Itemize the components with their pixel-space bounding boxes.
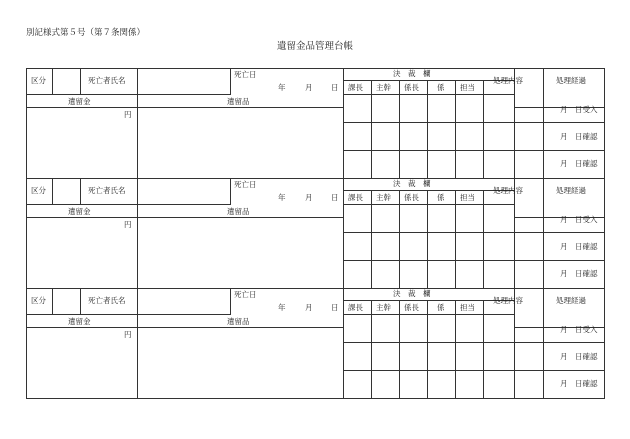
grid-line (343, 150, 605, 151)
grid-line (343, 300, 515, 301)
confirmed-step-1: 月 日確認 (560, 352, 598, 361)
day-label: 日 (331, 193, 339, 202)
day-label: 日 (331, 83, 339, 92)
grid-line (137, 68, 138, 179)
grid-line (343, 260, 605, 261)
left-items-label: 遺留品 (227, 207, 250, 216)
grid-line (137, 288, 138, 399)
grid-line (52, 178, 53, 205)
process-content-label: 処理内容 (493, 76, 523, 85)
process-history-label: 処理経過 (556, 186, 586, 195)
section-chief-label: 課長 (348, 303, 363, 312)
grid-line (26, 178, 27, 289)
page-title: 遺留金品管理台帳 (276, 41, 353, 52)
left-money-label: 遺留金 (68, 97, 91, 106)
grid-line (427, 80, 428, 179)
received-step: 月 日受入 (560, 105, 598, 114)
section-chief-label: 課長 (348, 193, 363, 202)
grid-line (455, 80, 456, 179)
subsection-chief-label: 係長 (404, 83, 419, 92)
grid-line (371, 80, 372, 179)
death-date-label: 死亡日 (234, 70, 257, 79)
approval-column-label: 決 裁 欄 (393, 69, 431, 78)
received-step: 月 日受入 (560, 215, 598, 224)
grid-line (543, 178, 544, 289)
deceased-name-label: 死亡者氏名 (88, 296, 126, 305)
month-label: 月 (305, 303, 313, 312)
kubun-label: 区分 (31, 296, 46, 305)
grid-line (26, 178, 605, 179)
grid-line (343, 190, 515, 191)
month-label: 月 (305, 83, 313, 92)
grid-line (343, 314, 515, 315)
confirmed-step-1: 月 日確認 (560, 242, 598, 251)
confirmed-step-2: 月 日確認 (560, 269, 598, 278)
confirmed-step-1: 月 日確認 (560, 132, 598, 141)
grid-line (26, 217, 344, 218)
subsection-chief-label: 係長 (404, 303, 419, 312)
yen-label: 円 (124, 110, 132, 119)
grid-line (52, 288, 53, 315)
death-date-label: 死亡日 (234, 290, 257, 299)
grid-line (343, 370, 605, 371)
staff-label: 係 (437, 193, 445, 202)
grid-line (343, 288, 344, 399)
year-label: 年 (278, 303, 286, 312)
grid-line (343, 68, 344, 179)
process-content-label: 処理内容 (493, 296, 523, 305)
left-items-label: 遺留品 (227, 317, 250, 326)
grid-line (604, 178, 605, 289)
grid-line (343, 232, 605, 233)
grid-line (371, 190, 372, 289)
person-in-charge-label: 担当 (460, 303, 475, 312)
chief-manager-label: 主幹 (376, 83, 391, 92)
grid-line (26, 398, 605, 399)
grid-line (26, 107, 344, 108)
grid-line (80, 68, 81, 95)
grid-line (604, 68, 605, 179)
section-chief-label: 課長 (348, 83, 363, 92)
chief-manager-label: 主幹 (376, 303, 391, 312)
death-date-label: 死亡日 (234, 180, 257, 189)
grid-line (343, 178, 344, 289)
day-label: 日 (331, 303, 339, 312)
left-money-label: 遺留金 (68, 317, 91, 326)
person-in-charge-label: 担当 (460, 193, 475, 202)
approval-column-label: 決 裁 欄 (393, 179, 431, 188)
process-history-label: 処理経過 (556, 296, 586, 305)
grid-line (52, 68, 53, 95)
month-label: 月 (305, 193, 313, 202)
grid-line (80, 178, 81, 205)
staff-label: 係 (437, 83, 445, 92)
yen-label: 円 (124, 220, 132, 229)
chief-manager-label: 主幹 (376, 193, 391, 202)
grid-line (230, 178, 231, 205)
grid-line (343, 204, 515, 205)
subsection-chief-label: 係長 (404, 193, 419, 202)
ledger-block-1 (26, 68, 604, 178)
grid-line (371, 300, 372, 399)
grid-line (543, 68, 544, 179)
yen-label: 円 (124, 330, 132, 339)
left-money-label: 遺留金 (68, 207, 91, 216)
grid-line (483, 190, 484, 289)
grid-line (399, 300, 400, 399)
grid-line (604, 288, 605, 399)
grid-line (137, 178, 138, 289)
grid-line (230, 68, 231, 95)
grid-line (26, 204, 231, 205)
grid-line (427, 190, 428, 289)
person-in-charge-label: 担当 (460, 83, 475, 92)
grid-line (26, 314, 231, 315)
grid-line (455, 300, 456, 399)
grid-line (343, 342, 605, 343)
grid-line (230, 288, 231, 315)
grid-line (80, 288, 81, 315)
grid-line (427, 300, 428, 399)
grid-line (343, 80, 515, 81)
grid-line (26, 68, 605, 69)
process-history-label: 処理経過 (556, 76, 586, 85)
deceased-name-label: 死亡者氏名 (88, 76, 126, 85)
grid-line (483, 80, 484, 179)
confirmed-step-2: 月 日確認 (560, 379, 598, 388)
approval-column-label: 決 裁 欄 (393, 289, 431, 298)
kubun-label: 区分 (31, 76, 46, 85)
ledger-block-2 (26, 178, 604, 288)
grid-line (399, 190, 400, 289)
form-caption: 別記様式第５号（第７条関係） (26, 28, 146, 38)
grid-line (455, 190, 456, 289)
confirmed-step-2: 月 日確認 (560, 159, 598, 168)
grid-line (399, 80, 400, 179)
grid-line (483, 300, 484, 399)
grid-line (26, 68, 27, 179)
deceased-name-label: 死亡者氏名 (88, 186, 126, 195)
left-items-label: 遺留品 (227, 97, 250, 106)
staff-label: 係 (437, 303, 445, 312)
ledger-block-3 (26, 288, 604, 398)
year-label: 年 (278, 193, 286, 202)
kubun-label: 区分 (31, 186, 46, 195)
grid-line (543, 288, 544, 399)
received-step: 月 日受入 (560, 325, 598, 334)
grid-line (26, 288, 605, 289)
grid-line (26, 94, 231, 95)
year-label: 年 (278, 83, 286, 92)
process-content-label: 処理内容 (493, 186, 523, 195)
grid-line (343, 122, 605, 123)
grid-line (26, 327, 344, 328)
grid-line (26, 288, 27, 399)
grid-line (343, 94, 515, 95)
